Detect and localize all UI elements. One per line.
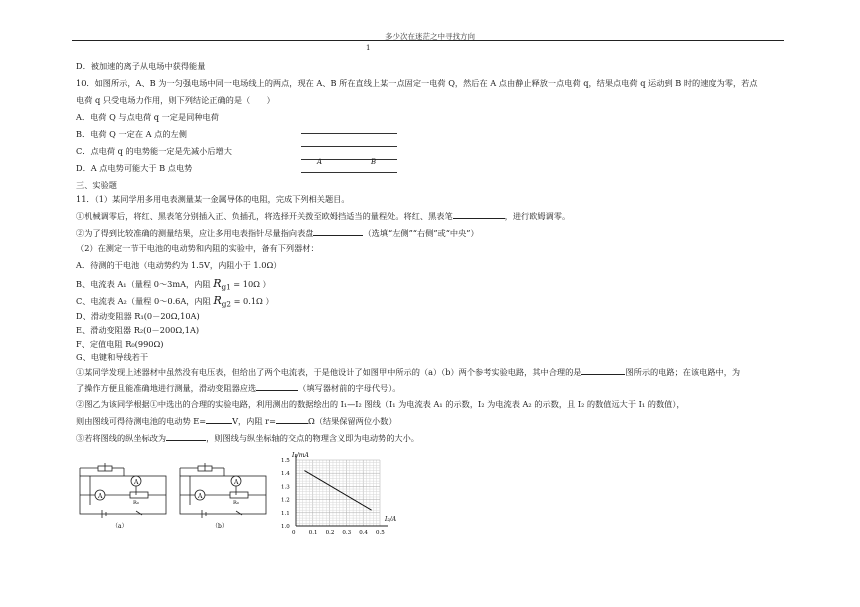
y-tick-label: 1.2 [281, 497, 290, 504]
q10-option-b: B．电荷 Q 一定在 A 点的左侧 [76, 129, 187, 139]
formula-sub: g2 [221, 299, 231, 309]
item-a: A．待测的干电池（电动势约为 1.5V，内阻小于 1.0Ω） [76, 260, 282, 270]
header-rule [72, 40, 784, 41]
answer-blank [206, 415, 232, 424]
x-tick-label: 0.2 [325, 530, 335, 536]
q10-option-c: C．点电荷 q 的电势能一定是先减小后增大 [76, 146, 232, 156]
y-tick-label: 1.5 [281, 458, 290, 464]
circuit-b-caption: （b） [212, 523, 228, 530]
item-c [76, 295, 274, 310]
text: 则由图线可得待测电池的电动势 E= [76, 416, 207, 426]
circuit-b [176, 460, 272, 532]
q10-stem-1: 10．如图所示，A、B 为一匀强电场中同一电场线上的两点，现在 A、B 所在直线上某一点固定一电荷 Q，然后在 A 点由静止释放一点电荷 q，结果点电荷 q 运动到 B 时的速度为零，若点 [76, 78, 758, 88]
text: ②为了得到比较准确的测量结果，应让多用电表指针尽量指向表盘 [76, 228, 314, 238]
y-axis-label: I₁/mA [292, 452, 309, 459]
q11-part1-stem: 11．（1）某同学用多用电表测量某一金属导体的电阻，完成下列相关题目。 [76, 194, 350, 204]
header-mark: 1 [366, 44, 371, 52]
ammeter-label: A [98, 493, 103, 500]
sub2-line2 [76, 415, 397, 427]
q11-part1-step1 [76, 210, 570, 222]
text: = 10Ω ） [230, 279, 271, 289]
y-tick-label: 1.4 [281, 471, 290, 478]
text: = 0.1Ω ） [230, 296, 274, 306]
q10-option-a: A．电荷 Q 与点电荷 q 一定是同种电荷 [76, 112, 219, 122]
q11-part2-stem: （2）在测定一节干电池的电动势和内阻的实验中，备有下列器材： [76, 243, 319, 253]
y-tick-label: 1.1 [281, 510, 290, 517]
answer-blank [581, 366, 625, 375]
header-title: 多少次在迷茫之中寻找方向 [385, 32, 475, 41]
x-tick-label: 0.3 [342, 530, 352, 536]
point-b-label: B [371, 158, 377, 166]
x-tick-label: 0.5 [376, 530, 385, 536]
ammeter-label: A [134, 479, 139, 486]
item-d: D、滑动变阻器 R₁(0－20Ω,10A) [76, 311, 200, 321]
chart-series [304, 471, 371, 511]
chart-grid [296, 460, 380, 526]
text: （选填“左侧”“右侧”或“中央”） [363, 228, 479, 238]
text: ③若将图线的纵坐标改为 [76, 433, 167, 443]
q9-option-d: D．被加速的离子从电场中获得能量 [76, 61, 206, 71]
field-line [301, 146, 397, 147]
section-title: 三、实验题 [76, 180, 117, 190]
formula-r: R [213, 277, 222, 290]
text: V，内阻 r= [232, 416, 276, 426]
text: ①机械调零后，将红、黑表笔分别插入正、负插孔，将选择开关拨至欧姆挡适当的量程处。将红、黑表笔 [76, 211, 453, 221]
answer-blank [276, 415, 308, 424]
field-line [301, 172, 397, 173]
field-line [301, 133, 397, 134]
text: C、电流表 A₂（量程 0～0.6A，内阻 [76, 296, 211, 306]
x-tick-label: 0.4 [359, 530, 368, 536]
item-g: G、电键和导线若干 [76, 352, 149, 362]
text: ，则图线与纵坐标轴的交点的物理含义即为电动势的大小。 [206, 433, 419, 443]
sub1-line2 [76, 382, 400, 394]
text: ，进行欧姆调零。 [504, 211, 571, 221]
field-line [301, 159, 397, 160]
circuit-a-caption: （a） [112, 523, 128, 530]
x-tick-label: 0.1 [308, 530, 318, 536]
text: （填写器材前的字母代号）。 [298, 383, 401, 393]
item-b [76, 278, 271, 293]
q10-stem-2: 电荷 q 只受电场力作用，则下列结论正确的是（ ） [76, 95, 275, 105]
formula-r: R [213, 294, 222, 307]
y-tick-label: 1.3 [281, 484, 290, 491]
text: Ω（结果保留两位小数） [307, 416, 397, 426]
x-axis-label: I₂/A [385, 516, 397, 523]
sub2-line1: ②图乙为该同学根据①中选出的合理的实验电路，利用测出的数据绘出的 I₁—I₂ 图线（I₁ 为电流表 A₁ 的示数，I₂ 为电流表 A₂ 的示数，且 I₂ 的数值远大于 I₁ 的数值）， [76, 399, 685, 409]
sub3-line [76, 432, 419, 444]
text: ①某同学发现上述器材中虽然没有电压表，但给出了两个电流表，于是他设计了如图甲中所示的（a）（b）两个参考实验电路，其中合理的是 [76, 367, 582, 377]
series-line [304, 471, 371, 511]
sub1-line1 [76, 366, 740, 378]
answer-blank [313, 227, 363, 236]
ammeter-label: A [234, 479, 239, 486]
i1-i2-chart [278, 448, 408, 540]
q11-part1-step2 [76, 227, 479, 239]
x-tick-label: 0 [292, 530, 296, 536]
answer-blank [453, 210, 505, 219]
circuit-a [76, 460, 172, 532]
answer-blank [166, 432, 206, 441]
resistor-label: R₀ [133, 500, 139, 506]
point-a-label: A [317, 158, 323, 166]
item-e: E、滑动变阻器 R₂(0－200Ω,1A) [76, 325, 200, 335]
item-f: F、定值电阻 R₀(990Ω) [76, 339, 164, 349]
text: 了操作方便且能准确地进行测量，滑动变阻器应选 [76, 383, 257, 393]
resistor-label: R₀ [233, 500, 239, 506]
ammeter-label: A [198, 493, 203, 500]
q10-option-d: D．A 点电势可能大于 B 点电势 [76, 163, 193, 173]
answer-blank [256, 382, 298, 391]
text: B、电流表 A₁（量程 0～3mA，内阻 [76, 279, 211, 289]
formula-sub: g1 [221, 282, 231, 292]
y-tick-label: 1.0 [281, 524, 290, 530]
field-lines-figure [301, 133, 397, 175]
text: 图所示的电路；在该电路中，为 [625, 367, 741, 377]
